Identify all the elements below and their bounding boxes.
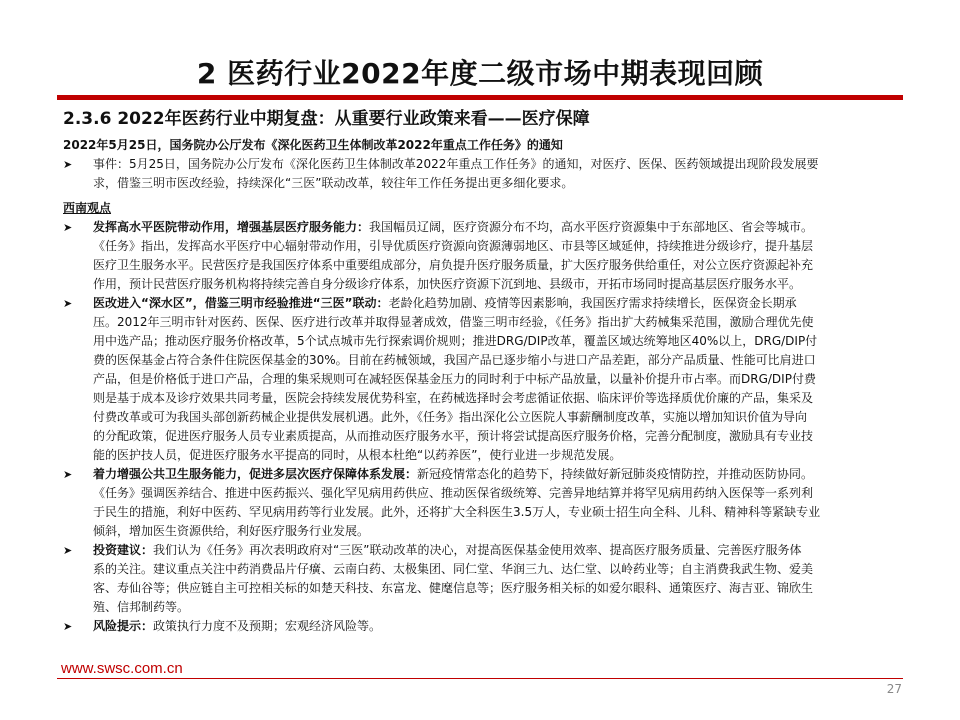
view-point-text: 我们认为《任务》再次表明政府对“三医”联动改革的决心，对提高医保基金使用效率、提高医疗服务质量、完善医疗服务体 (153, 543, 802, 557)
view-point-lead: 医改进入“深水区”，借鉴三明市经验推进“三医”联动： (93, 296, 389, 310)
view-point-line: 客、寿仙谷等；供应链自主可控相关标的如楚天科技、东富龙、健麾信息等；医疗服务相关标的如爱尔眼科、通策医疗、海吉亚、锦欣生 (93, 581, 814, 595)
view-point-line: 则是基于成本及诊疗效果共同考量，医院会持续发展优势科室，在药械选择时会考虑循证依据、临床评价等选择质优价廉的产品，集采及 (93, 391, 814, 405)
view-point-line: 《任务》指出，发挥高水平医疗中心辐射带动作用，引导优质医疗资源向资源薄弱地区、市县等区域延伸，持续推进分级诊疗，提升基层 (93, 239, 814, 253)
view-point-lead: 风险提示： (93, 619, 154, 633)
notice-line: 求，借鉴三明市医改经验，持续深化“三医”联动改革，较往年工作任务提出更多细化要求。 (93, 176, 574, 190)
view-point-first-line (93, 465, 908, 484)
view-point-line: 医疗卫生服务水平。民营医疗是我国医疗体系中重要组成部分，肩负提升医疗服务质量，扩大医疗服务供给重任，对公立医疗资源起补充 (93, 258, 814, 272)
view-point (63, 218, 908, 294)
view-point-lead: 着力增强公共卫生服务能力，促进多层次医疗保障体系发展： (93, 467, 418, 481)
view-point-text: 我国幅员辽阔，医疗资源分布不均，高水平医疗资源集中于东部地区、省会等城市。 (369, 220, 814, 234)
view-point-line: 于民生的措施，利好中医药、罕见病用药等行业发展。此外，还将扩大全科医生3.5万人，专业硕士招生向全科、儿科、精神科等紧缺专业 (93, 505, 821, 519)
footer-divider (57, 678, 903, 679)
arrow-bullet-icon: ➤ (63, 544, 73, 557)
view-point-text: 老龄化趋势加剧、疫情等因素影响，我国医疗需求持续增长，医保资金长期承 (388, 296, 797, 310)
view-point-text: 政策执行力度不及预期；宏观经济风险等。 (153, 619, 382, 633)
arrow-bullet-icon: ➤ (63, 620, 73, 633)
view-point-line: 《任务》强调医养结合、推进中医药振兴、强化罕见病用药供应、推动医保省级统筹、完善异地结算并将罕见病用药纳入医保等一系列利 (93, 486, 814, 500)
view-point-line: 作用，预计民营医疗服务机构将持续完善自身分级诊疗体系，加快医疗资源下沉到地、县级市，开拓市场同时提高基层医疗服务水平。 (93, 277, 802, 291)
view-point-first-line (93, 617, 908, 636)
view-point-line: 费的医保基金占符合条件住院医保基金的30%。目前在药械领域，我国产品已逐步缩小与进口产品差距，部分产品质量、性能可比肩进口 (93, 353, 816, 367)
view-point-line: 系的关注。建议重点关注中药消费品片仔癀、云南白药、太极集团、同仁堂、华润三九、达仁堂、以岭药业等；自主消费我武生物、爱美 (93, 562, 814, 576)
page-title: 2 医药行业2022年度二级市场中期表现回顾 (196, 57, 764, 90)
view-point-lead: 投资建议： (93, 543, 154, 557)
view-point-line: 倾斜，增加医生资源供给，利好医疗服务行业发展。 (93, 524, 370, 538)
footer-website-link[interactable]: www.swsc.com.cn (61, 660, 183, 677)
view-point-line: 用中选产品；推动医疗服务价格改革，5个试点城市先行探索调价规则；推进DRG/DIP改革，覆盖区域达统筹地区40%以上，DRG/DIP付 (93, 334, 818, 348)
notice-heading: 2022年5月25日，国务院办公厅发布《深化医药卫生体制改革2022年重点工作任务》的通知 (63, 138, 563, 152)
view-point (63, 294, 908, 465)
view-point-line: 付费改革或可为我国头部创新药械企业提供发展机遇。此外，《任务》指出深化公立医院人事薪酬制度改革，实施以增加知识价值为导向 (93, 410, 808, 424)
view-point (63, 465, 908, 541)
arrow-bullet-icon: ➤ (63, 468, 73, 481)
view-point-line: 产品，但是价格低于进口产品，合理的集采规则可在减轻医保基金压力的同时利于中标产品放量，以量补价提升市占率。而DRG/DIP付费 (93, 372, 816, 386)
arrow-bullet-icon: ➤ (63, 158, 73, 171)
notice-event-item (63, 155, 908, 193)
notice-line: 事件：5月25日，国务院办公厅发布《深化医药卫生体制改革2022年重点工作任务》的通知，对医疗、医保、医药领域提出现阶段发展要 (93, 157, 819, 171)
content-body (63, 136, 908, 636)
view-heading: 西南观点 (63, 201, 112, 215)
view-point-line: 的分配政策，促进医疗服务人员专业素质提高，从而推动医疗服务水平，预计将尝试提高医疗服务价格，完善分配制度，激励具有专业技 (93, 429, 814, 443)
view-point (63, 541, 908, 617)
arrow-bullet-icon: ➤ (63, 221, 73, 234)
view-point-line: 殖、信邦制药等。 (93, 600, 190, 614)
view-point-first-line (93, 541, 908, 560)
view-point-line: 能的医护技人员，促进医疗服务水平提高的同时，从根本杜绝“以药养医”，使行业进一步规范发展。 (93, 448, 622, 462)
view-point-lead: 发挥高水平医院带动作用，增强基层医疗服务能力： (93, 220, 370, 234)
view-point (63, 617, 908, 636)
title-divider (57, 95, 903, 100)
arrow-bullet-icon: ➤ (63, 297, 73, 310)
view-point-first-line (93, 294, 908, 313)
view-point-first-line (93, 218, 908, 237)
page-number: 27 (886, 682, 902, 696)
view-point-line: 压。2012年三明市针对医药、医保、医疗进行改革并取得显著成效，借鉴三明市经验，《任务》指出扩大药械集采范围，激励合理优先使 (93, 315, 814, 329)
section-subtitle: 2.3.6 2022年医药行业中期复盘：从重要行业政策来看——医疗保障 (63, 109, 590, 129)
view-point-text: 新冠疫情常态化的趋势下，持续做好新冠肺炎疫情防控，并推动医防协同。 (417, 467, 814, 481)
